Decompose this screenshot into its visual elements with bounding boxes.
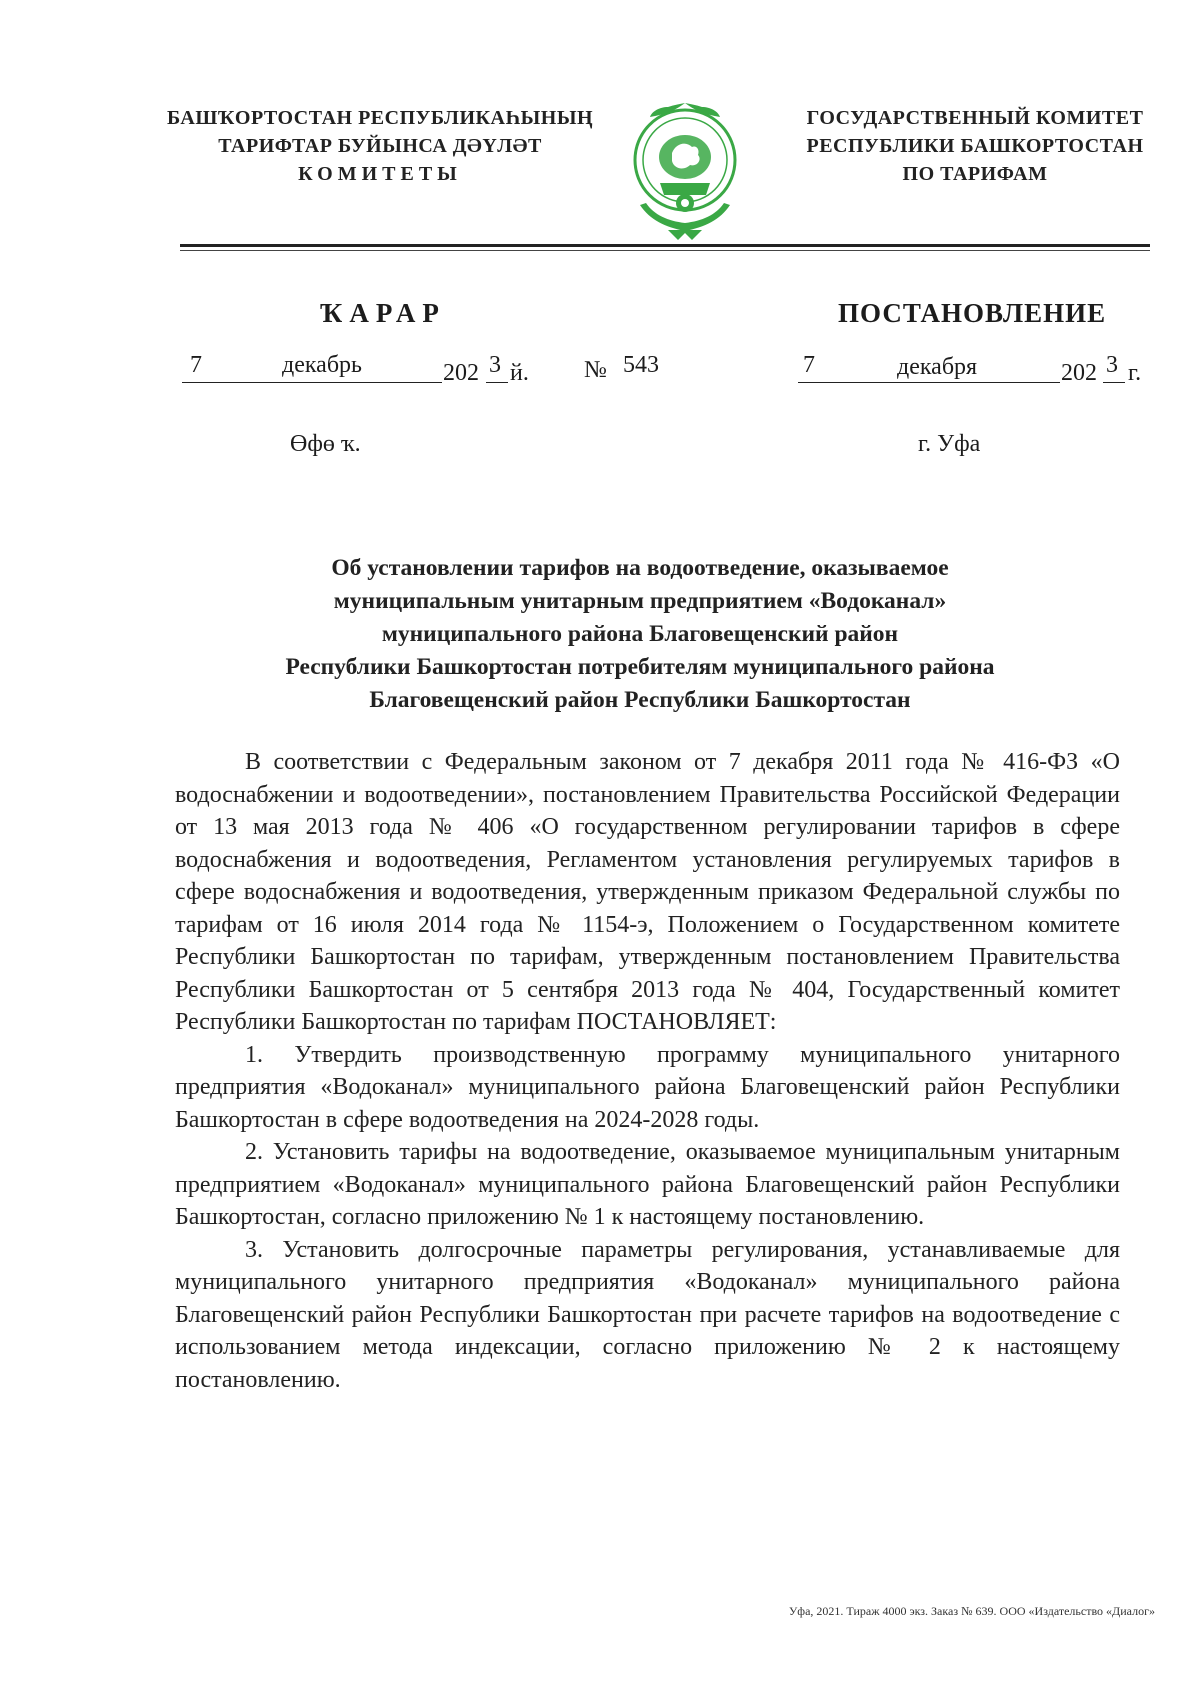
doc-type-russian: ПОСТАНОВЛЕНИЕ bbox=[838, 298, 1107, 328]
item-paragraph-1: 1. Утвердить производственную программу муниципального унитарного предприятия «Водоканал» муниципального района Благовещенский район Республики Башкортостан в сфере водоотведения на 2024-2028 годы. bbox=[175, 1041, 1120, 1133]
header-divider-thin bbox=[180, 250, 1150, 251]
header-left-line-3: КОМИТЕТЫ bbox=[298, 163, 462, 185]
header-right-line-3: ПО ТАРИФАМ bbox=[902, 163, 1048, 185]
date-right-year-digit: 3 bbox=[1106, 352, 1118, 378]
header-right-line-1: ГОСУДАРСТВЕННЫЙ КОМИТЕТ bbox=[806, 107, 1144, 129]
date-left-month: декабрь bbox=[282, 352, 362, 378]
header-divider-thick bbox=[180, 244, 1150, 247]
title-line-2: муниципальным унитарным предприятием «Водоканал» bbox=[333, 588, 947, 614]
header-left-bashkir bbox=[160, 104, 600, 188]
title-line-4: Республики Башкортостан потребителям муниципального района bbox=[285, 654, 995, 680]
date-right-suffix: г. bbox=[1128, 360, 1142, 386]
title-line-3: муниципального района Благовещенский район bbox=[381, 621, 899, 647]
title-line-1: Об установлении тарифов на водоотведение, оказываемое bbox=[331, 555, 949, 581]
date-right-day: 7 bbox=[803, 352, 815, 378]
place-bashkir: Өфө ҡ. bbox=[290, 431, 361, 457]
number-sign: № bbox=[584, 357, 607, 383]
doc-type-bashkir: ҠАРАР bbox=[320, 298, 446, 328]
date-left-year-prefix: 202 bbox=[443, 360, 479, 386]
date-right-month: декабря bbox=[897, 354, 978, 380]
header-left-line-1: БАШҠОРТОСТАН РЕСПУБЛИКАҺЫНЫҢ bbox=[166, 107, 594, 129]
date-left-year-digit: 3 bbox=[489, 352, 501, 378]
place-russian: г. Уфа bbox=[918, 431, 981, 457]
header-left-line-2: ТАРИФТАР БУЙЫНСА ДӘҮЛӘТ bbox=[218, 135, 542, 157]
header-right-russian bbox=[790, 104, 1160, 188]
item-paragraph-3: 3. Установить долгосрочные параметры регулирования, устанавливаемые для муниципального унитарного предприятия «Водоканал» муниципального района Благовещенский район Республики Башкортостан при расчете тарифов на водоотведение с использованием метода индексации, согласно приложению № 2 к настоящему постановлению. bbox=[175, 1236, 1120, 1393]
document-title bbox=[170, 552, 1110, 717]
title-line-5: Благовещенский район Республики Башкортостан bbox=[369, 687, 911, 713]
date-line bbox=[0, 352, 1200, 386]
preamble-paragraph: В соответствии с Федеральным законом от 7 декабря 2011 года № 416-ФЗ «О водоснабжении и водоотведении», постановлением Правительства Российской Федерации от 13 мая 2013 года № 406 «О государственном регулировании тарифов в сфере водоснабжения и водоотведения, Регламентом установления регулируемых тарифов в сфере водоснабжения и водоотведения, утвержденным приказом Федеральной службы по тарифам от 16 июля 2014 года № 1154-э, Положением о Государственном комитете Республики Башкортостан по тарифам, утвержденным постановлением Правительства Республики Башкортостан от 5 сентября 2013 года № 404, Государственный комитет Республики Башкортостан по тарифам ПОСТАНОВЛЯЕТ: bbox=[175, 749, 1120, 1035]
document-body bbox=[175, 746, 1120, 1396]
date-left-suffix: й. bbox=[510, 360, 529, 386]
date-right-year-prefix: 202 bbox=[1061, 360, 1097, 386]
item-paragraph-2: 2. Установить тарифы на водоотведение, оказываемое муниципальным унитарным предприятием «Водоканал» муниципального района Благовещенский район Республики Башкортостан, согласно приложению № 1 к настоящему постановлению. bbox=[175, 1139, 1120, 1230]
print-footer: Уфа, 2021. Тираж 4000 экз. Заказ № 639. ООО «Издательство «Диалог» bbox=[788, 1604, 1155, 1618]
header-right-line-2: РЕСПУБЛИКИ БАШКОРТОСТАН bbox=[806, 135, 1144, 157]
date-left-day: 7 bbox=[190, 352, 202, 378]
document-number: 543 bbox=[623, 352, 659, 378]
coat-of-arms-emblem-icon bbox=[620, 95, 750, 245]
